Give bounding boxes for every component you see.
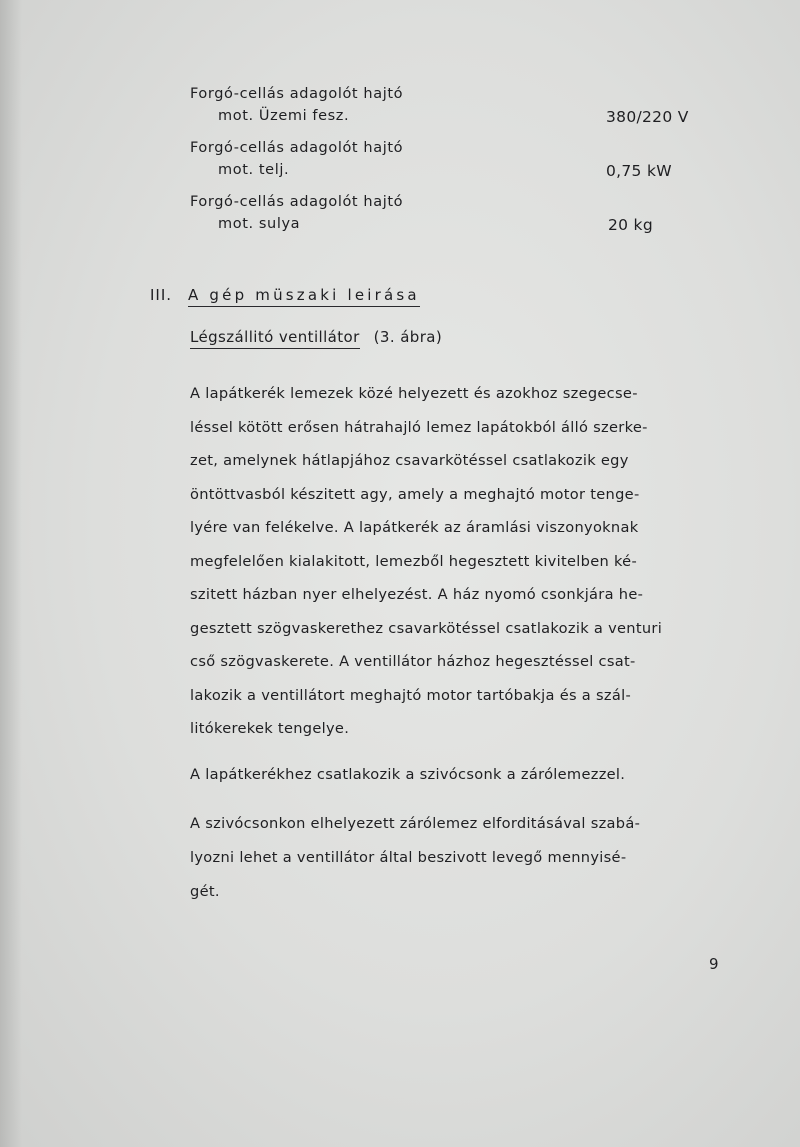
figure-reference: (3. ábra) [373,328,443,346]
spec-value: 0,75 kW [606,162,672,180]
section-heading [150,286,420,307]
text-line: lyozni lehet a ventillátor által beszivott levegő mennyisé- [190,849,627,866]
text-line: A szivócsonkon elhelyezett zárólemez elforditásával szabá- [190,815,641,832]
page-edge-shadow [0,0,22,1147]
text-line: A lapátkerékhez csatlakozik a szivócsonk a zárólemezzel. [190,766,626,783]
text-line: lakozik a ventillátort meghajtó motor tartóbakja és a szál- [190,686,632,704]
text-line: litókerekek tengelye. [190,720,350,737]
text-line: léssel kötött erősen hátrahajló lemez lapátokból álló szerke- [190,418,648,436]
spec-label-line2: mot. sulya [218,216,301,232]
spec-label-line1: Forgó-cellás adagolót hajtó [190,194,404,210]
spec-label-line1: Forgó-cellás adagolót hajtó [190,86,404,102]
text-line: szitett házban nyer elhelyezést. A ház nyomó csonkjára he- [190,586,644,603]
spec-label-line1: Forgó-cellás adagolót hajtó [190,140,404,156]
text-line: zet, amelynek hátlapjához csavarkötéssel csatlakozik egy [190,452,629,469]
subsection-title: Légszállitó ventillátor [190,328,360,349]
text-line: A lapátkerék lemezek közé helyezett és azokhoz szegecse- [190,385,638,402]
text-line: lyére van felékelve. A lapátkerék az áramlási viszonyoknak [190,519,639,536]
spec-label-line2: mot. Üzemi fesz. [218,108,350,124]
page-number: 9 [709,955,719,973]
section-number: III. [150,286,173,304]
subsection-heading [190,328,442,346]
spec-value: 380/220 V [606,108,689,126]
text-line: cső szögvaskerete. A ventillátor házhoz hegesztéssel csat- [190,653,636,670]
text-line: gesztett szögvaskerethez csavarkötéssel csatlakozik a venturi [190,619,663,637]
spec-label-line2: mot. telj. [218,162,290,178]
text-line: gét. [190,883,220,900]
text-line: megfelelően kialakitott, lemezből hegesztett kivitelben ké- [190,552,638,570]
spec-value: 20 kg [608,216,653,234]
text-line: öntöttvasból készitett agy, amely a meghajtó motor tenge- [190,485,640,503]
section-title: A gép müszaki leirása [188,286,420,307]
